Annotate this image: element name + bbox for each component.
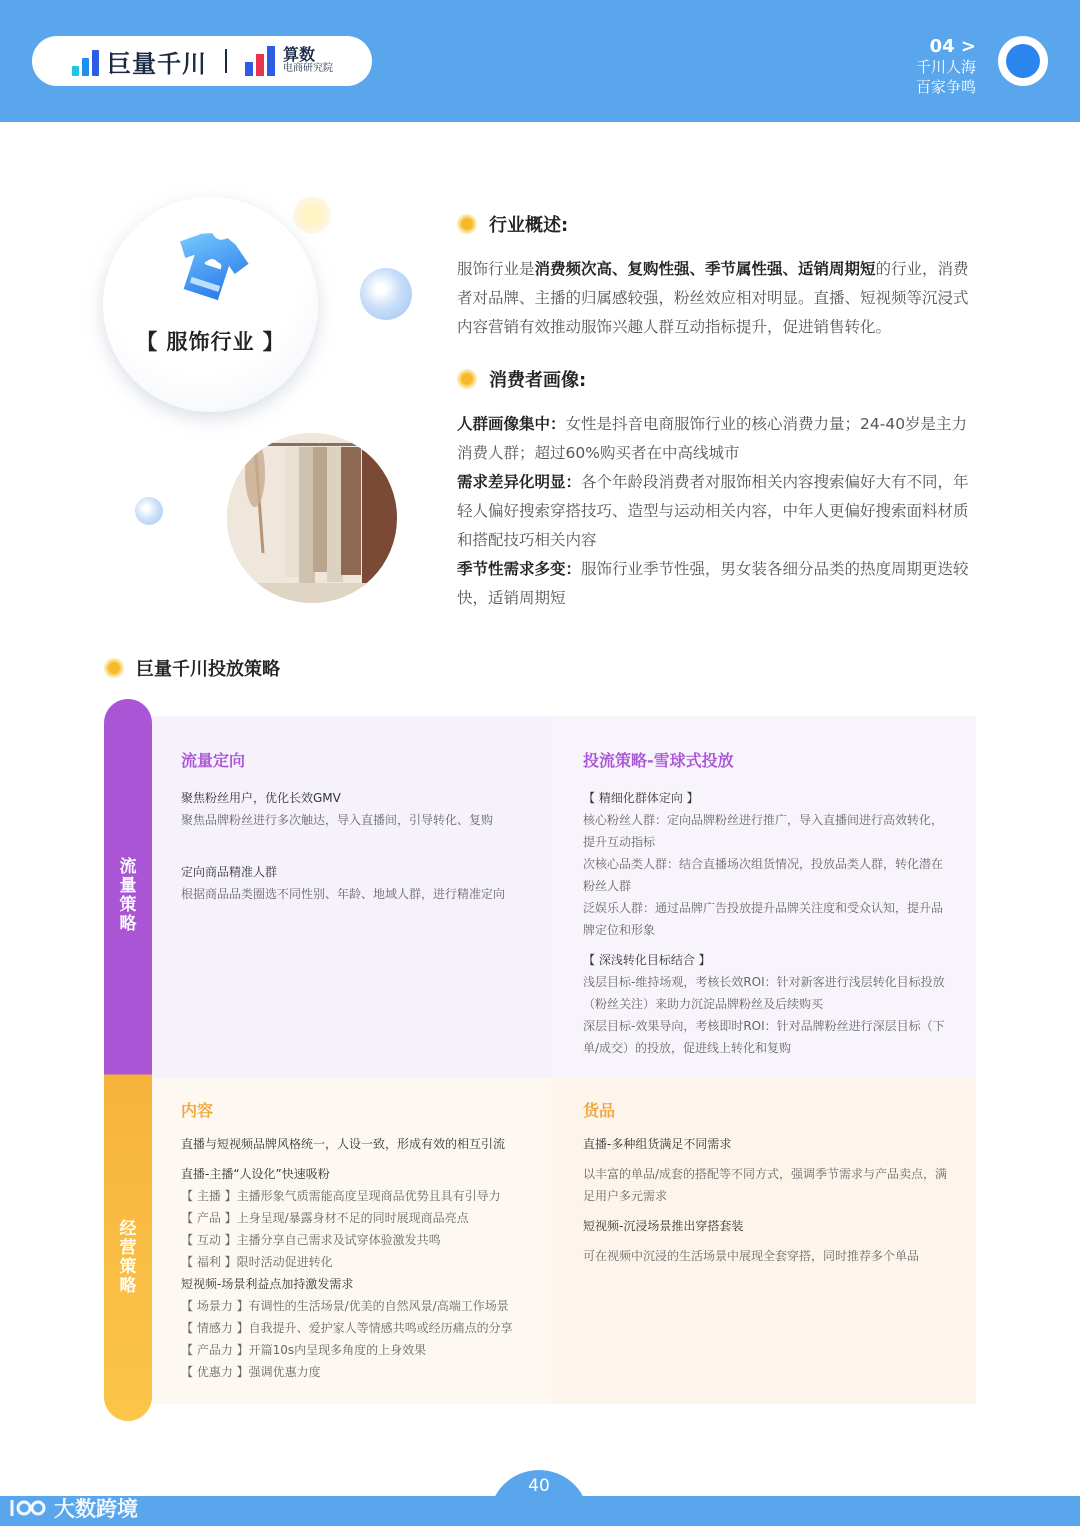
side-label-char: 略 (119, 914, 137, 934)
chapter-title-line1: 千川人海 (915, 58, 976, 76)
logo2-title: 算数 (283, 45, 316, 65)
portrait-paragraph (457, 410, 979, 613)
industry-label: 【 服饰行业 】 (136, 330, 285, 354)
side-label-traffic (104, 858, 152, 934)
logo-divider (225, 49, 227, 73)
cell-text: 【 主播 】主播形象气质需能高度呈现商品优势且具有引导力 (181, 1189, 501, 1203)
side-label-char: 营 (119, 1238, 137, 1258)
cell-title: 流量定向 (181, 751, 246, 770)
side-label-char: 策 (119, 895, 137, 915)
side-label-operation (104, 1220, 152, 1296)
portrait-item-text: 女性是抖音电商服饰行业的核心消费力量；24-40岁是主力消费人群；超过60%购买者在中高线城市 (457, 415, 968, 462)
portrait-heading-text: 消费者画像: (489, 370, 587, 391)
portrait-item-title: 季节性需求多变： (457, 560, 582, 578)
overview-heading (457, 211, 568, 237)
side-label-char: 量 (119, 876, 137, 896)
strategy-heading-text: 巨量千川投放策略 (136, 659, 280, 680)
industry-badge (103, 197, 318, 412)
strategy-heading (104, 655, 280, 681)
strategy-side-bar (104, 699, 152, 1421)
cell-text: 聚焦品牌粉丝进行多次触达，导入直播间，引导转化、复购 (181, 813, 494, 827)
bullet-dot-icon (457, 369, 477, 389)
portrait-item (457, 555, 979, 613)
cell-text: 深层目标-效果导向，考核即时ROI：针对品牌粉丝进行深层目标（下单/成交）的投放，促进线上转化和复购 (583, 1019, 945, 1055)
cell-text: 【 互动 】主播分享自己需求及试穿体验激发共鸣 (181, 1233, 441, 1247)
portrait-item-title: 人群画像集中： (457, 415, 566, 433)
logo-text: 巨量千川 (107, 49, 207, 78)
overview-lead: 服饰行业是 (457, 260, 535, 278)
cell-content (152, 1078, 552, 1404)
cell-text: 【 产品力 】开篇10s内呈现多角度的上身效果 (181, 1343, 427, 1357)
overview-rest: 的行业，消费者对品牌、主播的归属感较强，粉丝效应相对明显。直播、短视频等沉浸式内容营销有效推动服饰兴趣人群互动指标提升，促进销售转化。 (457, 260, 969, 336)
portrait-heading (457, 366, 586, 392)
chapter-number: 04 > (929, 36, 976, 57)
portrait-item-title: 需求差异化明显： (457, 473, 582, 491)
portrait-item (457, 468, 979, 555)
overview-paragraph (457, 255, 979, 342)
cell-text: 以丰富的单品/成套的搭配等不同方式，强调季节需求与产品卖点，满足用户多元需求 (583, 1167, 948, 1203)
page-number: 40 (489, 1470, 589, 1526)
side-label-char: 经 (119, 1219, 137, 1239)
watermark-text: 大数跨境 (54, 1497, 138, 1521)
bullet-dot-icon (104, 658, 124, 678)
cell-text: 核心粉丝人群：定向品牌粉丝进行推广，导入直播间进行高效转化，提升互动指标 (583, 813, 944, 849)
circle-decoration-icon (998, 36, 1048, 86)
cell-text: 【 场景力 】有调性的生活场景/优美的自然风景/高端工作场景 (181, 1299, 509, 1313)
suanshu-logo-icon (245, 46, 275, 76)
logo2-subtitle: 电商研究院 (283, 63, 333, 75)
cell-text: 【 福利 】限时活动促进转化 (181, 1255, 333, 1269)
cell-title: 内容 (181, 1101, 214, 1120)
bubble-decoration (293, 196, 331, 234)
chapter-label (916, 36, 976, 97)
juliang-logo-icon (72, 46, 99, 76)
cell-title: 货品 (583, 1101, 616, 1120)
watermark (8, 1493, 138, 1523)
cell-text: 次核心品类人群：结合直播场次组货情况，投放品类人群，转化潜在粉丝人群 (583, 857, 944, 893)
cell-text: 浅层目标-维持场观，考核长效ROI：针对新客进行浅层转化目标投放（粉丝关注）来助力沉淀品牌粉丝及后续购买 (583, 975, 945, 1011)
cell-subheading: 直播-多种组货满足不同需求 (583, 1137, 732, 1151)
overview-heading-text: 行业概述: (489, 215, 569, 236)
cell-snowball-strategy (552, 716, 976, 1078)
cell-title: 投流策略-雪球式投放 (583, 751, 734, 770)
cell-subheading: 短视频-沉浸场景推出穿搭套装 (583, 1219, 744, 1233)
cell-text: 可在视频中沉浸的生活场景中展现全套穿搭，同时推荐多个单品 (583, 1249, 920, 1263)
overview-bold: 消费频次高、复购性强、季节属性强、适销周期短 (534, 260, 876, 278)
cell-text: 【 情感力 】自我提升、爱护家人等情感共鸣或经历痛点的分享 (181, 1321, 513, 1335)
cell-subheading: 直播-主播“人设化”快速吸粉 (181, 1167, 330, 1181)
cell-goods (552, 1078, 976, 1404)
cell-subheading: 【 精细化群体定向 】 (583, 791, 699, 805)
side-label-char: 略 (119, 1276, 137, 1296)
chapter-title-line2: 百家争鸣 (915, 78, 976, 96)
clothing-rack-photo (227, 433, 397, 603)
portrait-item-text: 服饰行业季节性强，男女装各细分品类的热度周期更迭较快，适销周期短 (457, 560, 969, 607)
shirt-icon (170, 232, 250, 302)
side-label-char: 流 (119, 857, 137, 877)
bubble-decoration (360, 268, 412, 320)
cell-subheading: 短视频-场景利益点加持激发需求 (181, 1277, 354, 1291)
cell-text: 【 产品 】上身呈现/暴露身材不足的同时展现商品亮点 (181, 1211, 469, 1225)
bubble-decoration (135, 497, 163, 525)
cell-subheading: 【 深浅转化目标结合 】 (583, 953, 711, 967)
cell-subheading: 聚焦粉丝用户，优化长效GMV (181, 791, 341, 805)
cell-traffic-targeting (152, 716, 552, 1078)
bullet-dot-icon (457, 214, 477, 234)
cell-text: 【 优惠力 】强调优惠力度 (181, 1365, 321, 1379)
portrait-item-text: 各个年龄段消费者对服饰相关内容搜索偏好大有不同，年轻人偏好搜索穿搭技巧、造型与运动相关内容，中年人更偏好搜索面料材质和搭配技巧相关内容 (457, 473, 969, 549)
cell-subheading: 定向商品精准人群 (181, 865, 278, 879)
portrait-item (457, 410, 979, 468)
side-label-char: 策 (119, 1257, 137, 1277)
cell-subheading: 直播与短视频品牌风格统一，人设一致，形成有效的相互引流 (181, 1137, 506, 1151)
cell-text: 泛娱乐人群：通过品牌广告投放提升品牌关注度和受众认知，提升品牌定位和形象 (583, 901, 944, 937)
cell-text: 根据商品品类圈选不同性别、年龄、地域人群，进行精准定向 (181, 887, 506, 901)
logo-pill (32, 36, 372, 86)
watermark-logo-icon (8, 1496, 48, 1520)
